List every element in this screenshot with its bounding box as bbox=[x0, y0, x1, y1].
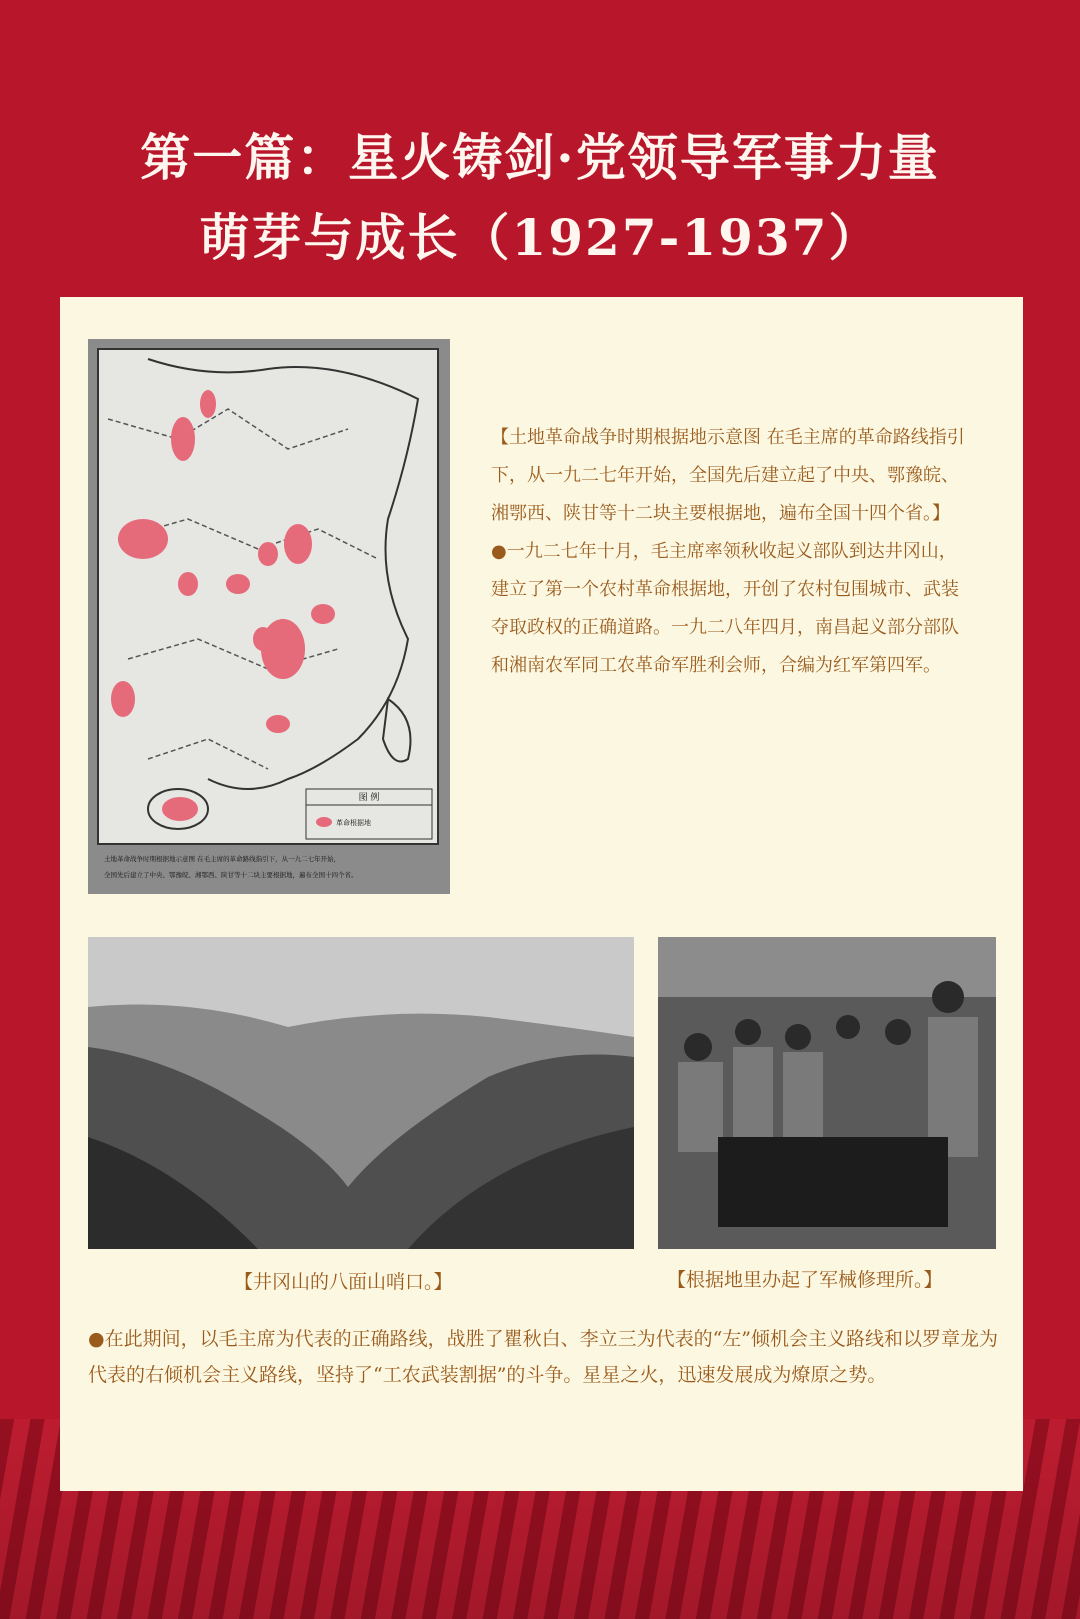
summary-text bbox=[88, 1321, 998, 1393]
page-title-line2: 萌芽与成长（1927-1937） bbox=[199, 208, 881, 267]
map-legend-item: 革命根据地 bbox=[336, 819, 371, 827]
map-caption-line1: 土地革命战争时期根据地示意图 在毛主席的革命路线指引下，从一九二七年开始， bbox=[104, 855, 341, 863]
map-graphic bbox=[88, 339, 450, 894]
photo-caption-1: 【井冈山的八面山哨口。】 bbox=[234, 1271, 453, 1293]
summary-paragraph: ●在此期间，以毛主席为代表的正确路线，战胜了瞿秋白、李立三为代表的“左”倾机会主义路线和以罗章龙为代表的右倾机会主义路线，坚持了“工农武装割据”的斗争。星星之火，迅速发展成为燎原之势。 bbox=[88, 1328, 999, 1386]
history-paragraph: ●一九二七年十月，毛主席率领秋收起义部队到达井冈山，建立了第一个农村革命根据地，开创了农村包围城市、武装夺取政权的正确道路。一九二八年四月，南昌起义部分部队和湘南农军同工农革命军胜利会师，合编为红军第四军。 bbox=[491, 541, 959, 676]
jinggangshan-photo bbox=[88, 937, 634, 1249]
page-title-line1: 第一篇：星火铸剑·党领导军事力量 bbox=[140, 128, 940, 187]
map-caption-line2: 全国先后建立了中央、鄂豫皖、湘鄂西、陕甘等十二块主要根据地，遍布全国十四个省。 bbox=[104, 871, 358, 879]
base-areas-map bbox=[88, 339, 450, 894]
legend-swatch-icon bbox=[316, 817, 332, 827]
content-panel bbox=[60, 297, 1023, 1491]
map-legend-title: 图 例 bbox=[358, 793, 380, 803]
map-description bbox=[491, 419, 971, 685]
map-description-paragraph: 【土地革命战争时期根据地示意图 在毛主席的革命路线指引下，从一九二七年开始，全国先后建立起了中央、鄂豫皖、湘鄂西、陕甘等十二块主要根据地，遍布全国十四个省。】 bbox=[491, 427, 965, 524]
photo-caption-2: 【根据地里办起了军械修理所。】 bbox=[667, 1269, 943, 1291]
arsenal-photo bbox=[658, 937, 996, 1249]
